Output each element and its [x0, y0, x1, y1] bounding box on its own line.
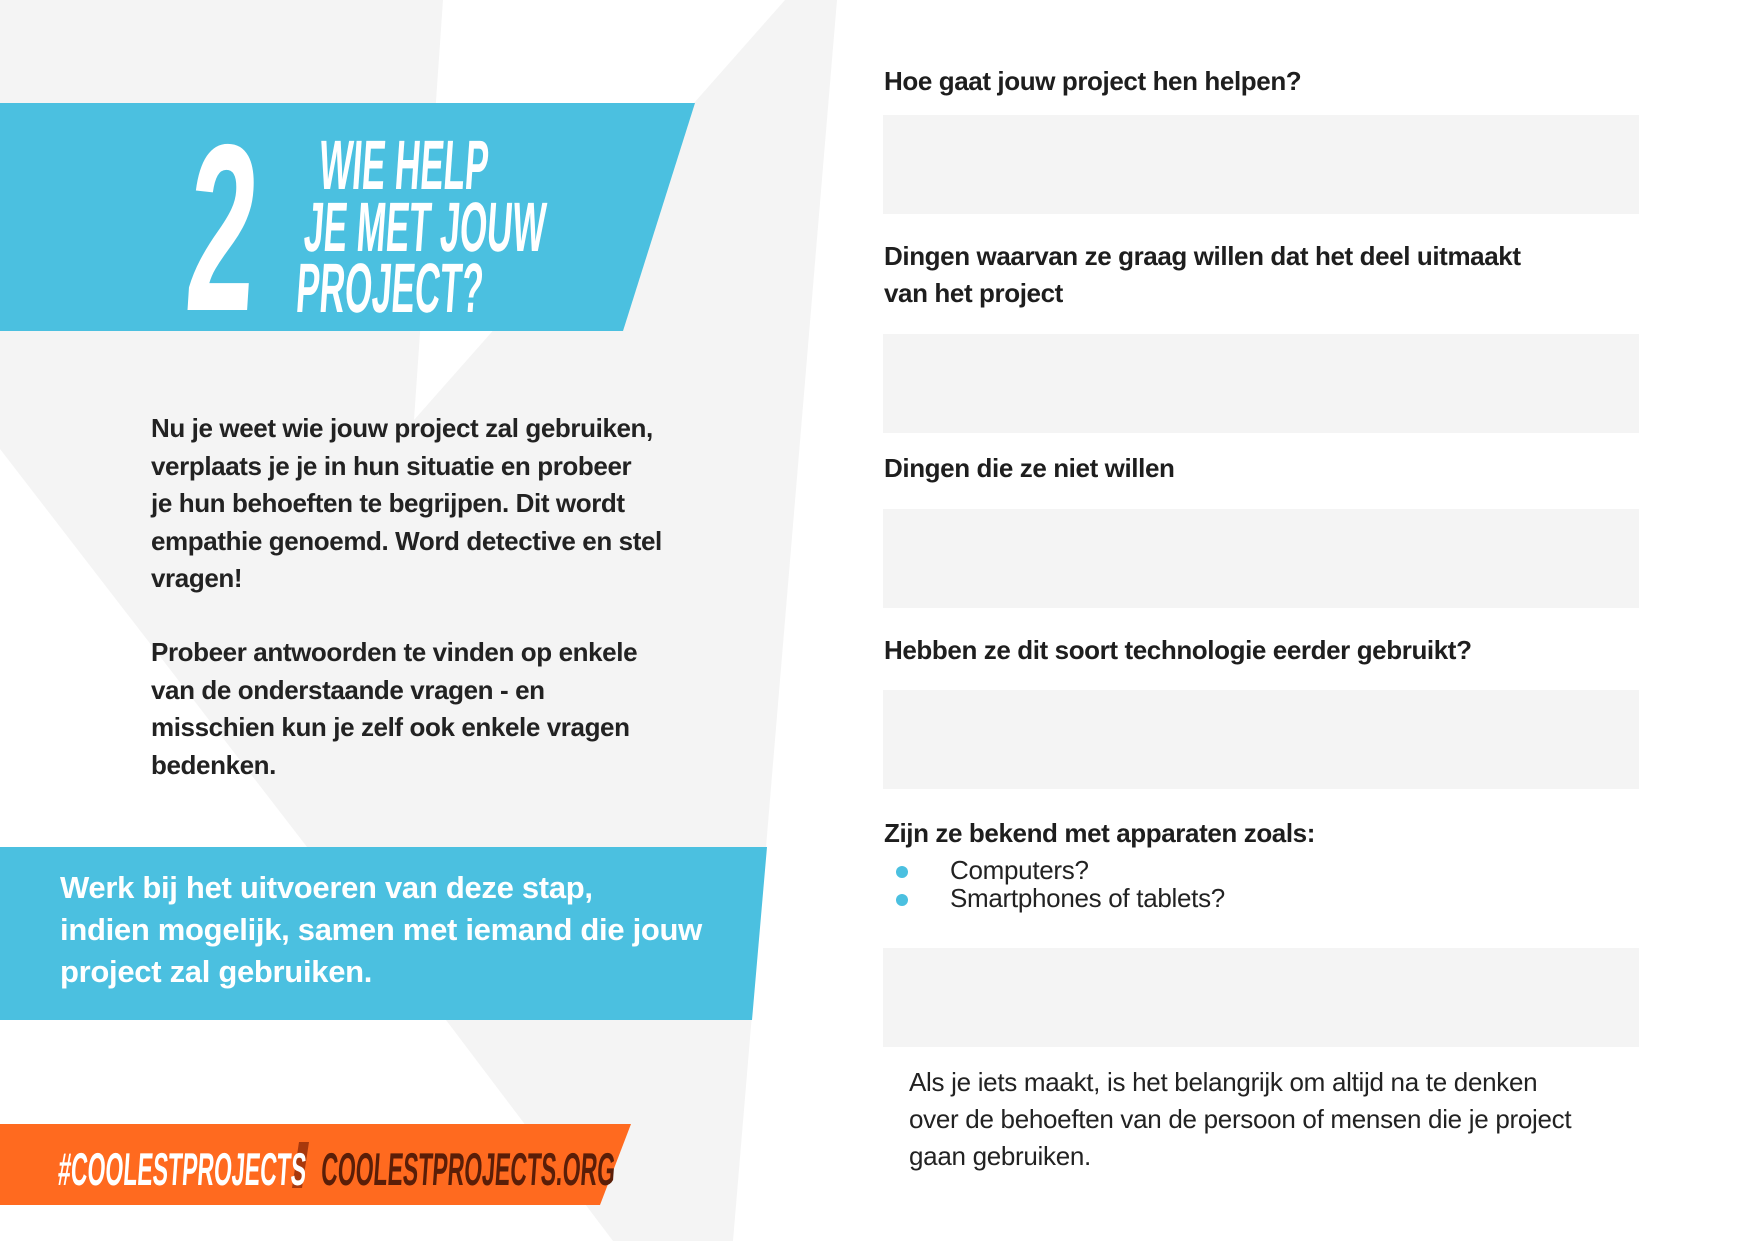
tip-line: Werk bij het uitvoeren van deze stap, — [60, 870, 593, 905]
bullet-text: Computers? — [950, 855, 1089, 885]
intro-line: vragen! — [151, 563, 243, 593]
intro-paragraph-1 — [151, 410, 791, 598]
bullet-text: Smartphones of tablets? — [950, 883, 1225, 913]
note-line: over de behoeften van de persoon of mensen die je project — [909, 1104, 1572, 1134]
question-2-label-line-1: Dingen waarvan ze graag willen dat het deel uitmaakt — [884, 241, 1521, 271]
intro-line: empathie genoemd. Word detective en stel — [151, 525, 662, 556]
intro-paragraph-2 — [151, 634, 791, 784]
tip-line: project zal gebruiken. — [60, 954, 373, 989]
question-1-label: Hoe gaat jouw project hen helpen? — [884, 66, 1302, 96]
intro-line: verplaats je je in hun situatie en probeer — [151, 450, 632, 481]
closing-note — [909, 1064, 1571, 1175]
title-line-3: PROJECT? — [293, 249, 486, 327]
question-3-answer-field[interactable] — [883, 509, 1639, 608]
intro-line: bedenken. — [151, 749, 276, 780]
intro-line: Nu je weet wie jouw project zal gebruiken, — [151, 413, 653, 443]
bullet-icon — [896, 866, 908, 878]
intro-line: misschien kun je zelf ook enkele vragen — [151, 712, 630, 742]
bullet-item — [896, 883, 1225, 916]
question-4-label: Hebben ze dit soort technologie eerder gebruikt? — [884, 635, 1472, 665]
tip-line: indien mogelijk, samen met iemand die jouw — [60, 912, 702, 947]
title-line-2: JE MET JOUW — [301, 188, 549, 266]
step-number: 2 — [179, 96, 264, 361]
question-4-answer-field[interactable] — [883, 690, 1639, 789]
question-5-answer-field[interactable] — [883, 948, 1639, 1047]
intro-line: Probeer antwoorden te vinden op enkele — [151, 637, 638, 667]
tip-box-text — [60, 867, 702, 993]
footer-url-link[interactable]: COOLESTPROJECTS.ORG — [319, 1143, 618, 1195]
question-3-label: Dingen die ze niet willen — [884, 453, 1175, 483]
question-2-answer-field[interactable] — [883, 334, 1639, 433]
question-1-answer-field[interactable] — [883, 115, 1639, 214]
intro-line: van de onderstaande vragen - en — [151, 674, 545, 705]
bullet-icon — [896, 894, 908, 906]
question-2-label-line-2: van het project — [884, 278, 1063, 308]
intro-line: je hun behoeften te begrijpen. Dit wordt — [151, 488, 625, 518]
question-5-label: Zijn ze bekend met apparaten zoals: — [884, 818, 1315, 848]
title-line-1: WIE HELP — [316, 126, 492, 204]
note-line: gaan gebruiken. — [909, 1141, 1091, 1171]
footer-hashtag: #COOLESTPROJECTS — [56, 1143, 309, 1195]
note-line: Als je iets maakt, is het belangrijk om altijd na te denken — [909, 1067, 1538, 1097]
